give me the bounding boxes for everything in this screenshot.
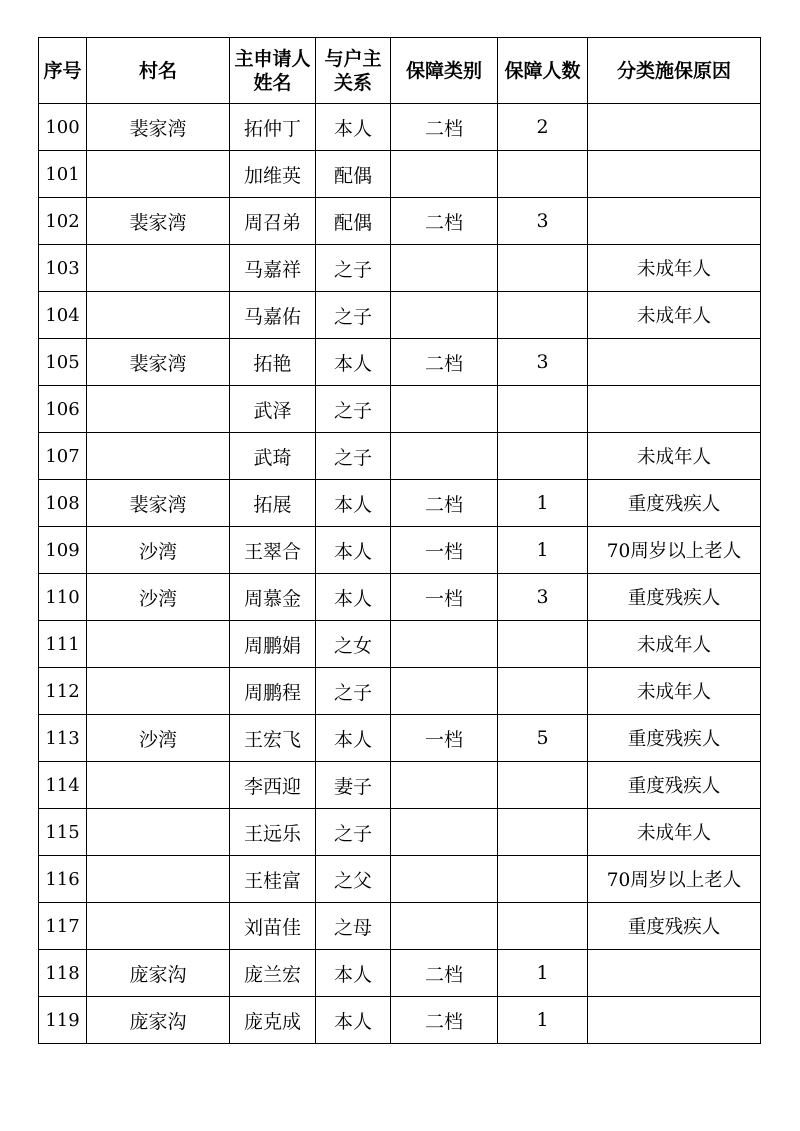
cell-name: 周鹏娟 [230, 621, 316, 668]
table-row [39, 856, 761, 903]
cell-relation: 本人 [316, 715, 391, 762]
cell-name: 周鹏程 [230, 668, 316, 715]
header-relation: 与户主关系 [316, 38, 391, 104]
cell-village: 沙湾 [87, 715, 230, 762]
cell-reason [588, 104, 761, 151]
cell-reason: 未成年人 [588, 809, 761, 856]
cell-village: 庞家沟 [87, 950, 230, 997]
cell-category [391, 292, 498, 339]
cell-seq: 102 [39, 198, 87, 245]
table-row [39, 574, 761, 621]
cell-name: 马嘉佑 [230, 292, 316, 339]
cell-relation: 本人 [316, 574, 391, 621]
cell-relation: 本人 [316, 997, 391, 1044]
cell-category [391, 903, 498, 950]
cell-reason [588, 386, 761, 433]
cell-relation: 之子 [316, 292, 391, 339]
cell-reason [588, 151, 761, 198]
table-row [39, 151, 761, 198]
cell-relation: 之子 [316, 245, 391, 292]
cell-village [87, 809, 230, 856]
cell-relation: 之父 [316, 856, 391, 903]
cell-name: 庞兰宏 [230, 950, 316, 997]
cell-seq: 106 [39, 386, 87, 433]
cell-seq: 104 [39, 292, 87, 339]
cell-seq: 113 [39, 715, 87, 762]
cell-name: 马嘉祥 [230, 245, 316, 292]
cell-count [498, 621, 588, 668]
cell-relation: 本人 [316, 104, 391, 151]
cell-count: 3 [498, 574, 588, 621]
table-row [39, 386, 761, 433]
table-row [39, 621, 761, 668]
cell-seq: 118 [39, 950, 87, 997]
cell-seq: 108 [39, 480, 87, 527]
cell-seq: 105 [39, 339, 87, 386]
cell-relation: 之女 [316, 621, 391, 668]
cell-count [498, 903, 588, 950]
cell-reason [588, 997, 761, 1044]
cell-name: 刘苗佳 [230, 903, 316, 950]
cell-count [498, 668, 588, 715]
cell-relation: 之子 [316, 433, 391, 480]
cell-village [87, 292, 230, 339]
cell-category [391, 856, 498, 903]
cell-seq: 119 [39, 997, 87, 1044]
table-row [39, 668, 761, 715]
header-seq: 序号 [39, 38, 87, 104]
cell-count [498, 245, 588, 292]
cell-count [498, 292, 588, 339]
table-row [39, 527, 761, 574]
table-row [39, 292, 761, 339]
cell-category [391, 433, 498, 480]
cell-village [87, 433, 230, 480]
cell-count: 5 [498, 715, 588, 762]
cell-seq: 103 [39, 245, 87, 292]
cell-name: 拓仲丁 [230, 104, 316, 151]
cell-count [498, 762, 588, 809]
cell-name: 庞克成 [230, 997, 316, 1044]
cell-village [87, 151, 230, 198]
table-row [39, 104, 761, 151]
table-row [39, 198, 761, 245]
cell-seq: 110 [39, 574, 87, 621]
cell-relation: 配偶 [316, 198, 391, 245]
cell-category: 一档 [391, 527, 498, 574]
cell-seq: 111 [39, 621, 87, 668]
cell-seq: 109 [39, 527, 87, 574]
header-row [39, 38, 761, 104]
cell-category: 二档 [391, 480, 498, 527]
header-reason: 分类施保原因 [588, 38, 761, 104]
cell-reason: 未成年人 [588, 245, 761, 292]
cell-count: 2 [498, 104, 588, 151]
cell-count: 1 [498, 480, 588, 527]
table-row [39, 715, 761, 762]
cell-reason: 重度残疾人 [588, 903, 761, 950]
cell-reason: 未成年人 [588, 292, 761, 339]
cell-reason: 未成年人 [588, 433, 761, 480]
header-count: 保障人数 [498, 38, 588, 104]
cell-reason [588, 198, 761, 245]
header-village: 村名 [87, 38, 230, 104]
cell-name: 武琦 [230, 433, 316, 480]
cell-reason [588, 950, 761, 997]
table-row [39, 339, 761, 386]
cell-village: 裴家湾 [87, 339, 230, 386]
cell-name: 王桂富 [230, 856, 316, 903]
cell-reason: 70周岁以上老人 [588, 527, 761, 574]
cell-category: 一档 [391, 574, 498, 621]
cell-category: 二档 [391, 950, 498, 997]
table-row [39, 433, 761, 480]
cell-name: 加维英 [230, 151, 316, 198]
cell-village [87, 903, 230, 950]
header-category: 保障类别 [391, 38, 498, 104]
cell-name: 王远乐 [230, 809, 316, 856]
cell-seq: 116 [39, 856, 87, 903]
cell-category [391, 621, 498, 668]
cell-relation: 之子 [316, 809, 391, 856]
cell-reason: 重度残疾人 [588, 480, 761, 527]
cell-village [87, 762, 230, 809]
cell-seq: 112 [39, 668, 87, 715]
cell-category: 二档 [391, 198, 498, 245]
cell-name: 李西迎 [230, 762, 316, 809]
table-row [39, 245, 761, 292]
cell-village [87, 856, 230, 903]
cell-category [391, 151, 498, 198]
cell-category [391, 809, 498, 856]
cell-village [87, 621, 230, 668]
cell-seq: 115 [39, 809, 87, 856]
cell-count: 1 [498, 997, 588, 1044]
cell-name: 王翠合 [230, 527, 316, 574]
cell-relation: 之子 [316, 668, 391, 715]
cell-relation: 本人 [316, 339, 391, 386]
cell-name: 周慕金 [230, 574, 316, 621]
cell-village: 庞家沟 [87, 997, 230, 1044]
cell-reason: 未成年人 [588, 621, 761, 668]
table-body [39, 104, 761, 1044]
table-row [39, 903, 761, 950]
header-name: 主申请人姓名 [230, 38, 316, 104]
cell-seq: 107 [39, 433, 87, 480]
cell-relation: 本人 [316, 950, 391, 997]
cell-name: 周召弟 [230, 198, 316, 245]
table-row [39, 997, 761, 1044]
cell-name: 拓展 [230, 480, 316, 527]
cell-relation: 之子 [316, 386, 391, 433]
cell-relation: 本人 [316, 480, 391, 527]
cell-relation: 妻子 [316, 762, 391, 809]
cell-category [391, 668, 498, 715]
cell-name: 王宏飞 [230, 715, 316, 762]
cell-village: 裴家湾 [87, 198, 230, 245]
cell-reason: 重度残疾人 [588, 574, 761, 621]
table-row [39, 950, 761, 997]
cell-reason: 70周岁以上老人 [588, 856, 761, 903]
cell-count [498, 856, 588, 903]
cell-village [87, 245, 230, 292]
cell-reason: 重度残疾人 [588, 715, 761, 762]
cell-village: 沙湾 [87, 527, 230, 574]
cell-count [498, 433, 588, 480]
cell-seq: 101 [39, 151, 87, 198]
cell-count: 3 [498, 339, 588, 386]
cell-seq: 117 [39, 903, 87, 950]
cell-relation: 配偶 [316, 151, 391, 198]
cell-count: 1 [498, 527, 588, 574]
cell-seq: 114 [39, 762, 87, 809]
cell-reason [588, 339, 761, 386]
cell-village: 裴家湾 [87, 104, 230, 151]
table-row [39, 762, 761, 809]
cell-count [498, 809, 588, 856]
cell-reason: 重度残疾人 [588, 762, 761, 809]
cell-category [391, 762, 498, 809]
cell-category: 二档 [391, 104, 498, 151]
cell-village [87, 386, 230, 433]
cell-name: 武泽 [230, 386, 316, 433]
cell-seq: 100 [39, 104, 87, 151]
cell-relation: 本人 [316, 527, 391, 574]
table-row [39, 809, 761, 856]
cell-category: 二档 [391, 997, 498, 1044]
cell-category [391, 245, 498, 292]
cell-category: 一档 [391, 715, 498, 762]
cell-category: 二档 [391, 339, 498, 386]
cell-count [498, 151, 588, 198]
assistance-table [38, 37, 761, 1044]
cell-village: 沙湾 [87, 574, 230, 621]
cell-village: 裴家湾 [87, 480, 230, 527]
cell-relation: 之母 [316, 903, 391, 950]
cell-reason: 未成年人 [588, 668, 761, 715]
cell-name: 拓艳 [230, 339, 316, 386]
cell-count: 1 [498, 950, 588, 997]
cell-count: 3 [498, 198, 588, 245]
cell-category [391, 386, 498, 433]
cell-count [498, 386, 588, 433]
cell-village [87, 668, 230, 715]
table-row [39, 480, 761, 527]
